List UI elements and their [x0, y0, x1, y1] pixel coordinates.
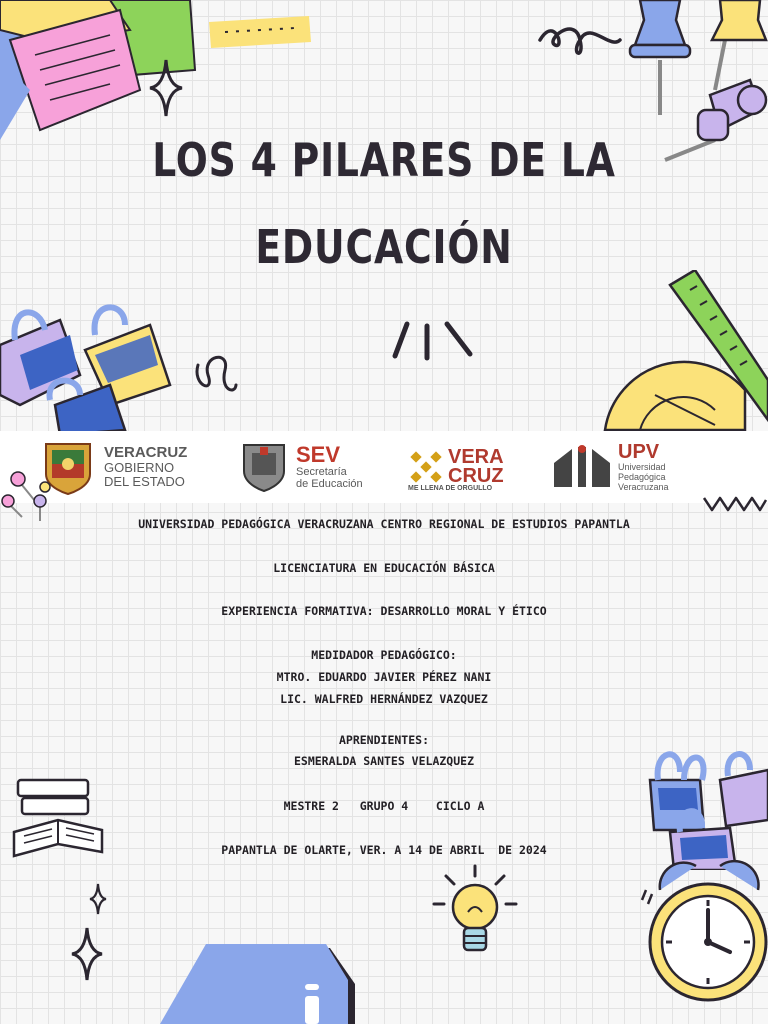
veracruz-government-logo — [40, 437, 187, 497]
vera-cruz-emblem-icon — [408, 449, 444, 485]
upv-emblem-icon — [552, 443, 612, 491]
veracruz-logo-line1: VERACRUZ — [104, 444, 188, 461]
page-title: LOS 4 PILARES DE LA — [152, 133, 616, 187]
mediator-name-2: LIC. WALFRED HERNÁNDEZ VAZQUEZ — [280, 692, 488, 706]
sev-logo-line2: de Educación — [296, 478, 363, 490]
binder-clips-decoration — [0, 295, 180, 435]
mediator-label: MEDIDADOR PEDAGÓGICO: — [311, 648, 457, 662]
lightbulb-icon — [430, 862, 520, 972]
sev-logo-line1: Secretaría — [296, 466, 347, 478]
vera-cruz-line2: CRUZ — [448, 465, 504, 487]
veracruz-logo-line3: DEL ESTADO — [104, 474, 185, 489]
upv-logo-line3: Veracruzana — [618, 482, 669, 492]
sev-logo — [240, 437, 363, 497]
sparkle-icon — [148, 58, 184, 118]
sev-logo-abbr: SEV — [296, 442, 341, 467]
books-decoration — [10, 772, 110, 862]
group-line: MESTRE 2 GRUPO 4 CICLO A — [283, 799, 485, 813]
page-title-line2: EDUCACIÓN — [255, 220, 513, 274]
degree-name: LICENCIATURA EN EDUCACIÓN BÁSICA — [273, 561, 495, 575]
notebook-decoration — [160, 944, 360, 1024]
university-name: UNIVERSIDAD PEDAGÓGICA VERACRUZANA CENTRO REGIONAL DE ESTUDIOS PAPANTLA — [138, 517, 630, 531]
small-sparkle-icon — [88, 882, 108, 916]
vera-cruz-line1: VERA — [448, 446, 504, 468]
learner-name-1: ESMERALDA SANTES VELAZQUEZ — [293, 754, 474, 768]
binder-clips-right-decoration — [640, 740, 768, 870]
tape-decoration — [205, 12, 315, 52]
alarm-clock-icon — [640, 860, 768, 1024]
mediator-name-1: MTRO. EDUARDO JAVIER PÉREZ NANI — [276, 670, 492, 684]
ruler-protractor-decoration — [595, 270, 768, 435]
vera-cruz-tagline: ME LLENA DE ORGULLO — [408, 485, 493, 492]
vera-cruz-logo — [408, 437, 504, 497]
course-name: EXPERIENCIA FORMATIVA: DESARROLLO MORAL Y ÉTICO — [221, 604, 547, 618]
upv-logo-line1: Universidad — [618, 462, 666, 472]
upv-logo-abbr: UPV — [618, 441, 660, 463]
sev-shield-icon — [240, 441, 288, 493]
learners-label: APRENDIENTES: — [338, 733, 429, 747]
upv-logo-line2: Pedagógica — [618, 472, 666, 482]
place-date: PAPANTLA DE OLARTE, VER. A 14 DE ABRIL DE 2024 — [221, 843, 547, 857]
squiggle-decoration — [535, 10, 625, 65]
accent-strokes-decoration — [375, 316, 485, 366]
zigzag-decoration — [700, 490, 768, 514]
large-sparkle-icon — [70, 926, 104, 982]
swirl-doodle-decoration — [190, 345, 240, 400]
upv-logo — [552, 437, 669, 497]
veracruz-logo-line2: GOBIERNO — [104, 460, 175, 475]
